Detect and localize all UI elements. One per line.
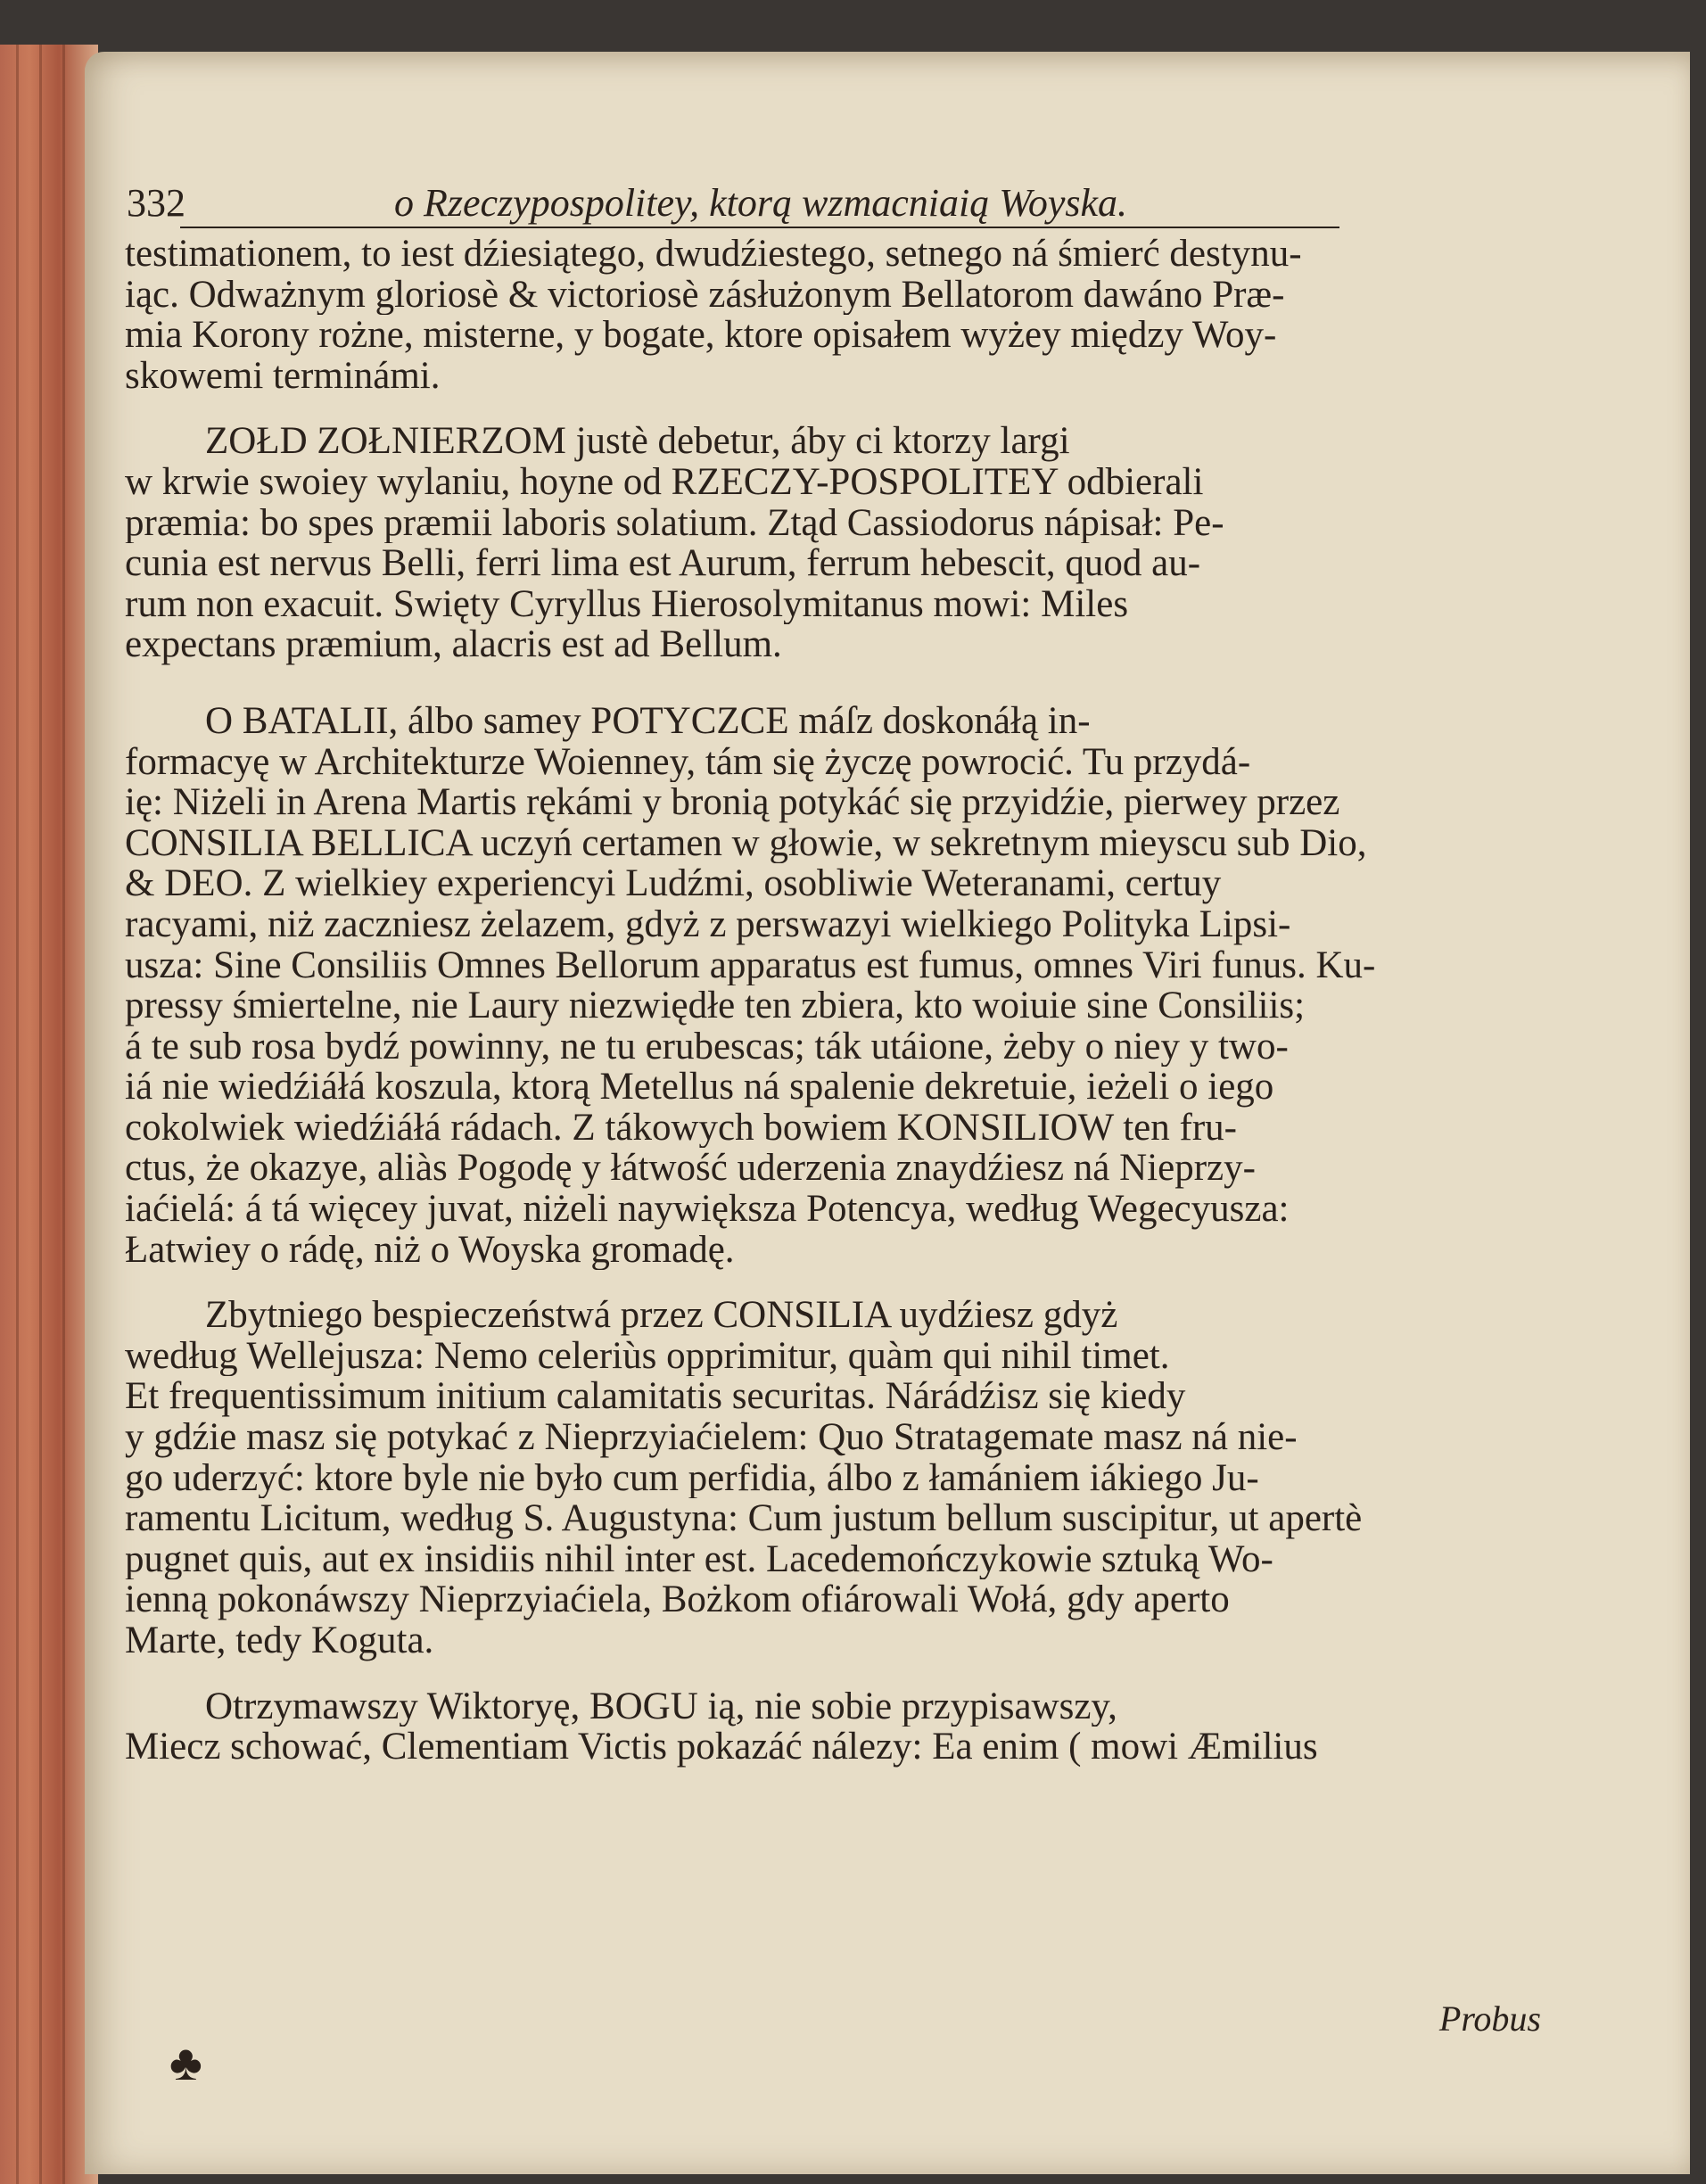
text-line: CONSILIA BELLICA uczyń certamen w głowie, w sekretnym mieyscu sub Dio, bbox=[125, 822, 1367, 864]
page-body bbox=[125, 234, 1552, 1768]
signature-mark-icon: ♣ bbox=[169, 2036, 202, 2091]
text-line: skowemi terminámi. bbox=[125, 355, 441, 397]
header-rule bbox=[180, 227, 1339, 228]
text-line: iąc. Odważnym gloriosè & victoriosè zásłużonym Bellatorom dawáno Præ- bbox=[125, 274, 1285, 316]
paragraph-4 bbox=[125, 1295, 1552, 1661]
text-line: go uderzyć: ktore byle nie było cum perfidia, álbo z łamániem iákiego Ju- bbox=[125, 1457, 1259, 1499]
text-line: iá nie wiedźiáłá koszula, ktorą Metellus ná spalenie dekretuie, ieżeli o iego bbox=[125, 1067, 1274, 1108]
text-line: Łatwiey o rádę, niż o Woyska gromadę. bbox=[125, 1229, 735, 1271]
text-line: racyami, niż zaczniesz żelazem, gdyż z perswazyi wielkiego Polityka Lipsi- bbox=[125, 903, 1291, 945]
text-line: Miecz schować, Clementiam Victis pokazáć nálezy: Ea enim ( mowi Æmilius bbox=[125, 1727, 1318, 1768]
text-line: á te sub rosa bydź powinny, ne tu erubescas; ták utáione, żeby o niey y two- bbox=[125, 1026, 1289, 1067]
text-line: y gdźie masz się potykać z Nieprzyiaćielem: Quo Stratagemate masz ná nie- bbox=[125, 1417, 1298, 1458]
paragraph-5 bbox=[125, 1686, 1552, 1768]
text-line: w krwie swoiey wylaniu, hoyne od RZECZY-POSPOLITEY odbierali bbox=[125, 461, 1204, 503]
text-line: iaćielá: á tá więcey juvat, niżeli naywiększa Potencya, według Wegecyusza: bbox=[125, 1189, 1290, 1230]
book-page-edges bbox=[0, 45, 98, 2184]
text-line: & DEO. Z wielkiey experiencyi Ludźmi, osobliwie Weteranami, certuy bbox=[125, 863, 1222, 904]
paragraph-1 bbox=[125, 234, 1552, 396]
text-line: testimationem, to iest dźiesiątego, dwudźiestego, setnego ná śmierć destynu- bbox=[125, 234, 1302, 275]
text-line: expectans præmium, alacris est ad Bellum. bbox=[125, 624, 782, 665]
text-line: ctus, że okazye, aliàs Pogodę y łátwość uderzenia znaydźiesz ná Nieprzy- bbox=[125, 1148, 1256, 1190]
text-line: Zbytniego bespieczeństwá przez CONSILIA uydźiesz gdyż bbox=[205, 1295, 1118, 1336]
running-title: o Rzeczypospolitey, ktorą wzmacniaią Woyska. bbox=[394, 181, 1128, 225]
paragraph-2 bbox=[125, 421, 1552, 665]
text-line: Otrzymawszy Wiktoryę, BOGU ią, nie sobie przypisawszy, bbox=[205, 1685, 1117, 1727]
text-line: Marte, tedy Koguta. bbox=[125, 1620, 434, 1661]
running-header bbox=[127, 180, 1339, 230]
text-line: cokolwiek wiedźiáłá rádach. Z tákowych bowiem KONSILIOW ten fru- bbox=[125, 1107, 1237, 1149]
text-line: ię: Niżeli in Arena Martis rękámi y bronią potykáć się przyidźie, pierwey przez bbox=[125, 782, 1340, 823]
paragraph-3 bbox=[125, 701, 1552, 1270]
text-line: O BATALII, álbo samey POTYCZCE máſz doskonáłą in- bbox=[205, 700, 1091, 742]
text-line: pugnet quis, aut ex insidiis nihil inter est. Lacedemończykowie sztuką Wo- bbox=[125, 1538, 1273, 1580]
page-number: 332 bbox=[127, 181, 185, 225]
text-line: formacyę w Architekturze Woienney, tám się życzę powrocić. Tu przydá- bbox=[125, 741, 1251, 783]
text-line: ienną pokonáwszy Nieprzyiaćiela, Bożkom ofiárowali Wołá, gdy aperto bbox=[125, 1579, 1230, 1620]
text-line: rum non exacuit. Swięty Cyryllus Hierosolymitanus mowi: Miles bbox=[125, 583, 1129, 625]
text-line: Et frequentissimum initium calamitatis securitas. Nárádźisz się kiedy bbox=[125, 1376, 1186, 1418]
text-line: præmia: bo spes præmii laboris solatium. Ztąd Cassiodorus nápisał: Pe- bbox=[125, 502, 1224, 544]
text-line: ramentu Licitum, według S. Augustyna: Cum justum bellum suscipitur, ut apertè bbox=[125, 1498, 1363, 1539]
text-line: mia Korony rożne, misterne, y bogate, ktore opisałem wyżey między Woy- bbox=[125, 315, 1277, 356]
text-line: cunia est nervus Belli, ferri lima est Aurum, ferrum hebescit, quod au- bbox=[125, 543, 1201, 584]
text-line: usza: Sine Consiliis Omnes Bellorum apparatus est fumus, omnes Viri funus. Ku- bbox=[125, 944, 1376, 986]
text-line: według Wellejusza: Nemo celeriùs opprimitur, quàm qui nihil timet. bbox=[125, 1335, 1170, 1377]
catchword: Probus bbox=[1438, 1999, 1541, 2039]
text-line: ZOŁD ZOŁNIERZOM justè debetur, áby ci ktorzy largi bbox=[205, 421, 1070, 462]
text-line: pressy śmiertelne, nie Laury niezwiędłe ten zbiera, kto woiuie sine Consiliis; bbox=[125, 985, 1306, 1026]
